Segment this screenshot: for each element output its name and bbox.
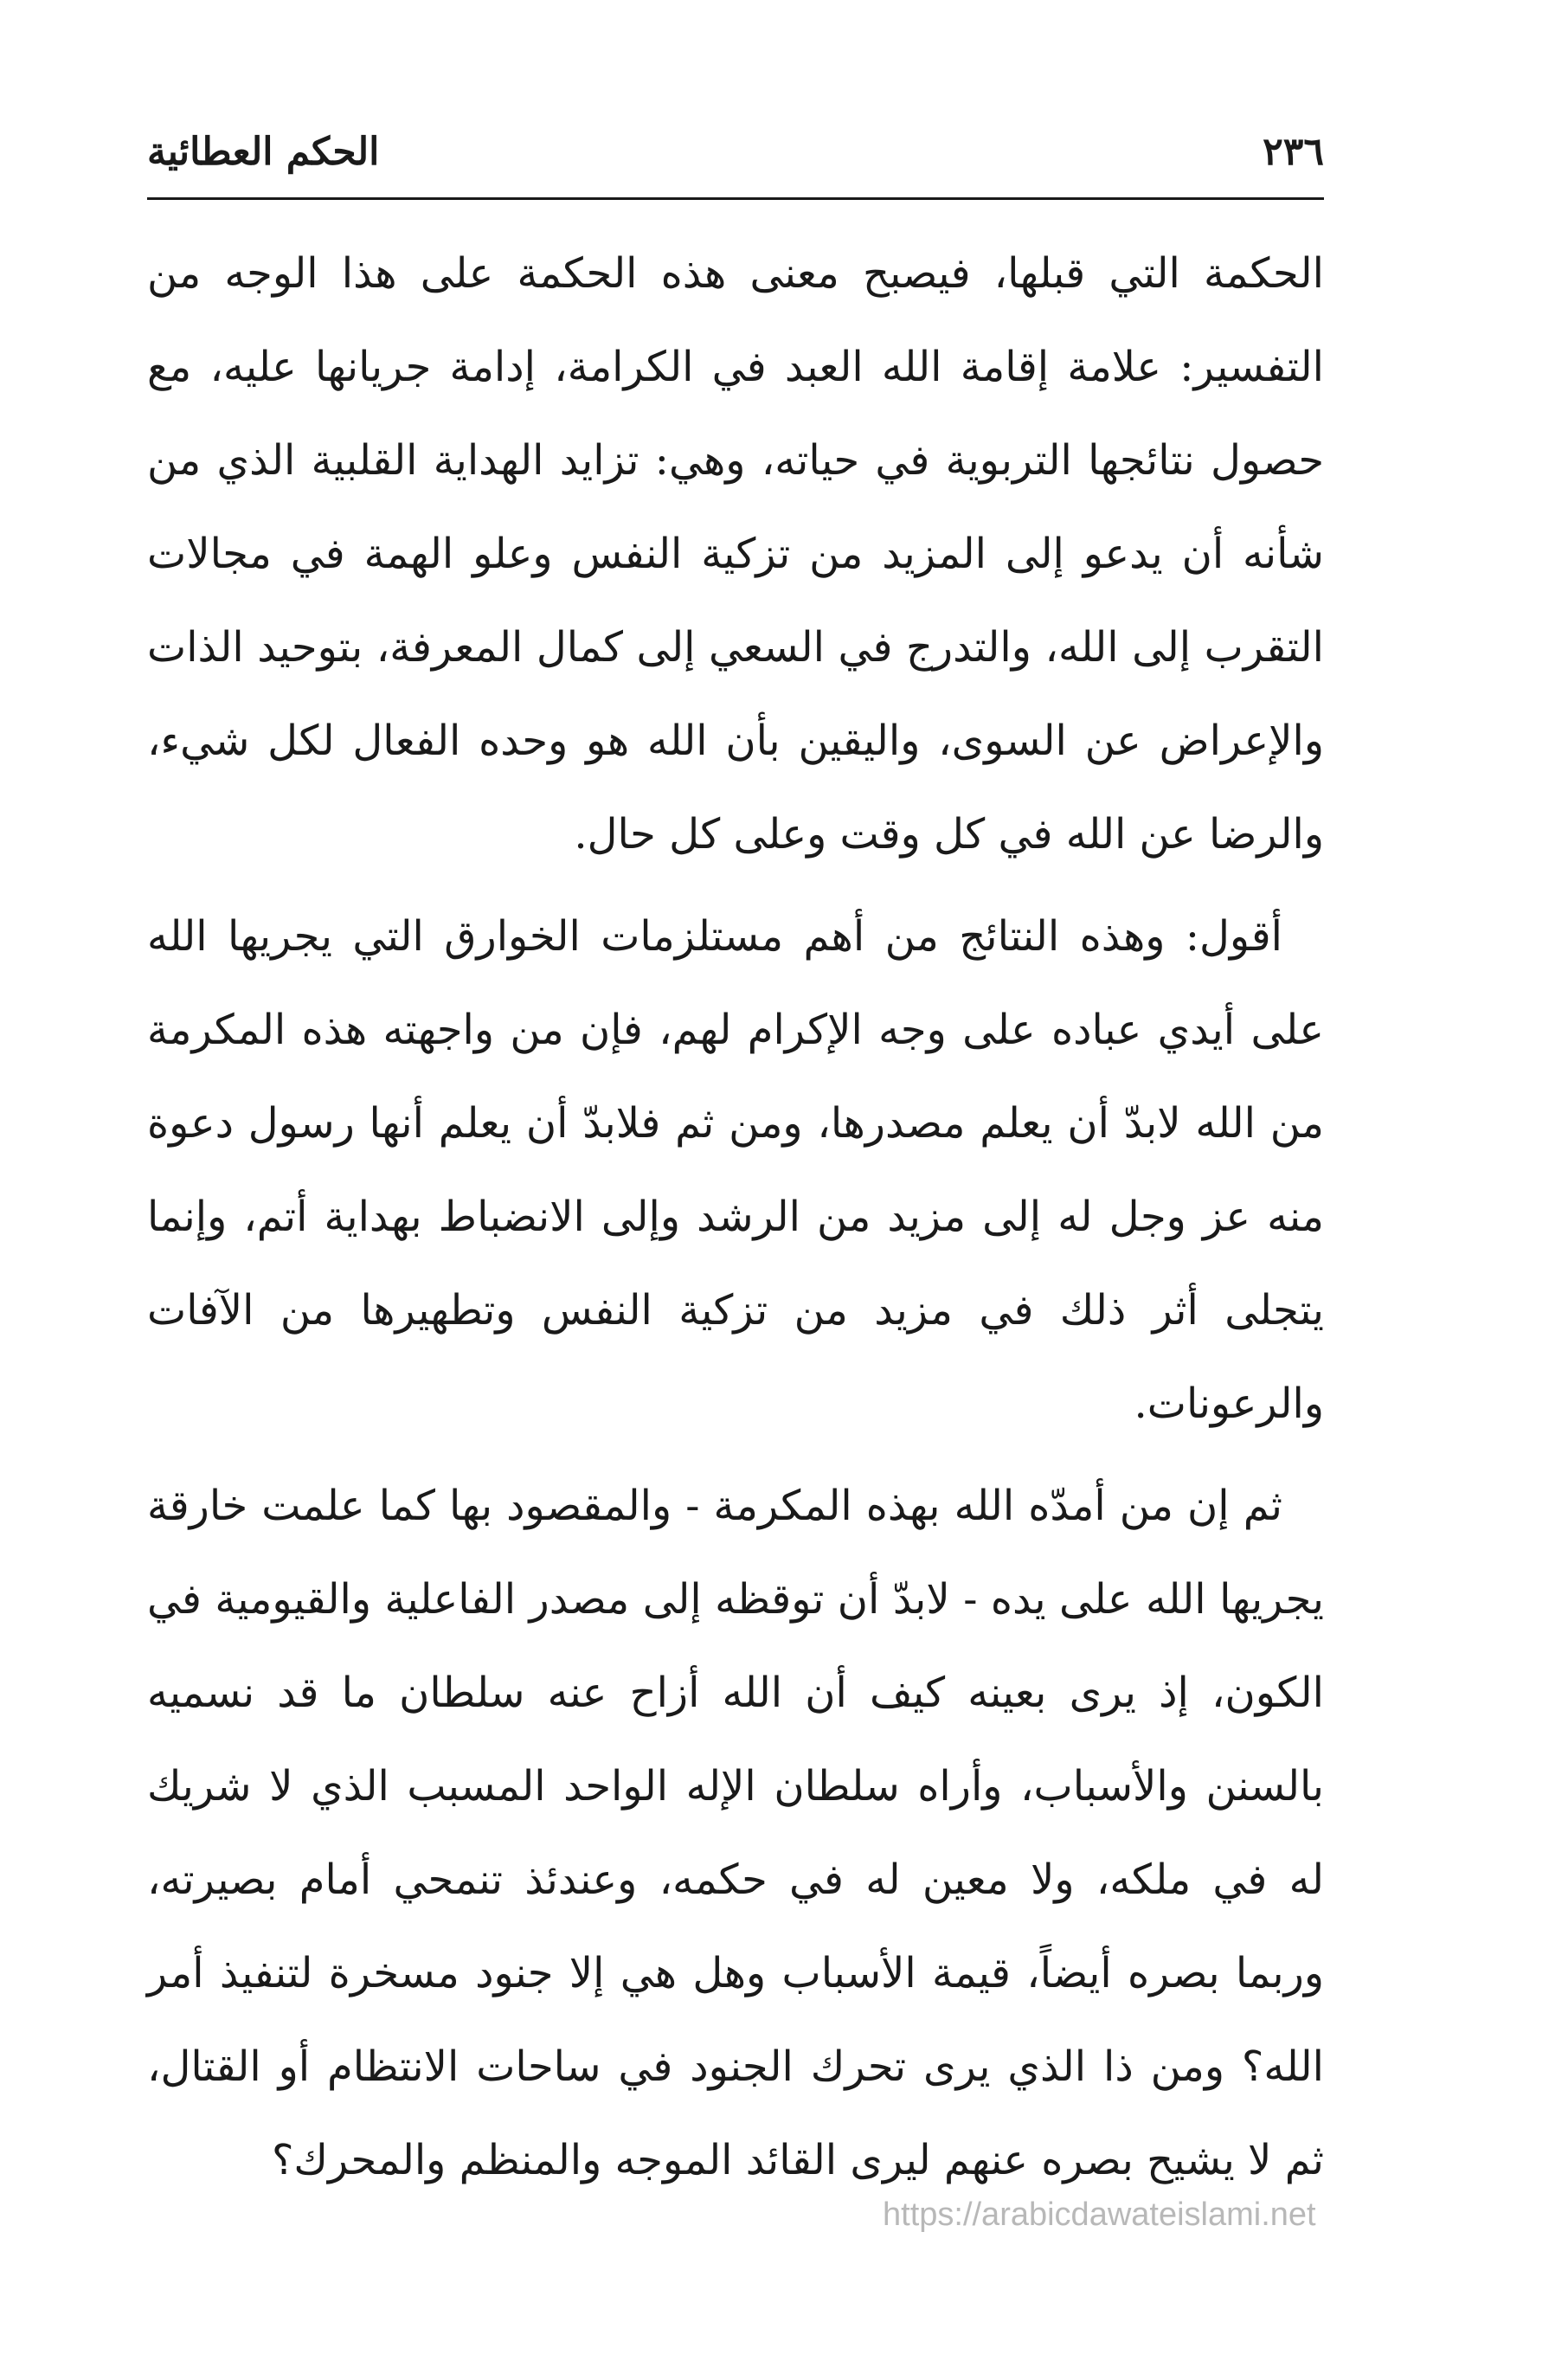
page-number: ٢٣٦ [1263,130,1324,174]
paragraph-1: الحكمة التي قبلها، فيصبح معنى هذه الحكمة على هذا الوجه من التفسير: علامة إقامة الله العبد في الكرامة، إدامة جريانها عليه، مع حصول نتائجها التربوية في حياته، وهي: تزايد الهداية القلبية الذي من شأنه أن يدعو إلى المزيد من تزكية النفس وعلو الهمة في مجالات التقرب إلى الله، والتدرج في السعي إلى كمال المعرفة، بتوحيد الذات والإعراض عن السوى، واليقين بأن الله هو وحده الفعال لكل شيء، والرضا عن الله في كل وقت وعلى كل حال. [147,249,1325,859]
book-title: الحكم العطائية [147,130,380,174]
header-divider [147,197,1324,200]
paragraph-3: ثم إن من أمدّه الله بهذه المكرمة - والمقصود بها كما علمت خارقة يجريها الله على يده - لابدّ أن توقظه إلى مصدر الفاعلية والقيومية في الكون، إذ يرى بعينه كيف أن الله أزاح عنه سلطان ما قد نسميه بالسنن والأسباب، وأراه سلطان الإله الواحد المسبب الذي لا شريك له في ملكه، ولا معين له في حكمه، وعندئذ تنمحي أمام بصيرته، وربما بصره أيضاً، قيمة الأسباب وهل هي إلا جنود مسخرة لتنفيذ أمر الله؟ ومن ذا الذي يرى تحرك الجنود في ساحات الانتظام أو القتال، ثم لا يشيح بصره عنهم ليرى القائد الموجه والمنظم والمحرك؟ [147,1482,1325,2184]
page-header [147,130,1324,190]
paragraph-2: أقول: وهذه النتائج من أهم مستلزمات الخوارق التي يجريها الله على أيدي عباده على وجه الإكرام لهم، فإن من واجهته هذه المكرمة من الله لابدّ أن يعلم مصدرها، ومن ثم فلابدّ أن يعلم أنها رسول دعوة منه عز وجل له إلى مزيد من الرشد وإلى الانضباط بهداية أتم، وإنما يتجلى أثر ذلك في مزيد من تزكية النفس وتطهيرها من الآفات والرعونات. [147,912,1325,1428]
watermark-url: https://arabicdawateislami.net [883,2197,1316,2233]
page-body [147,227,1324,2216]
